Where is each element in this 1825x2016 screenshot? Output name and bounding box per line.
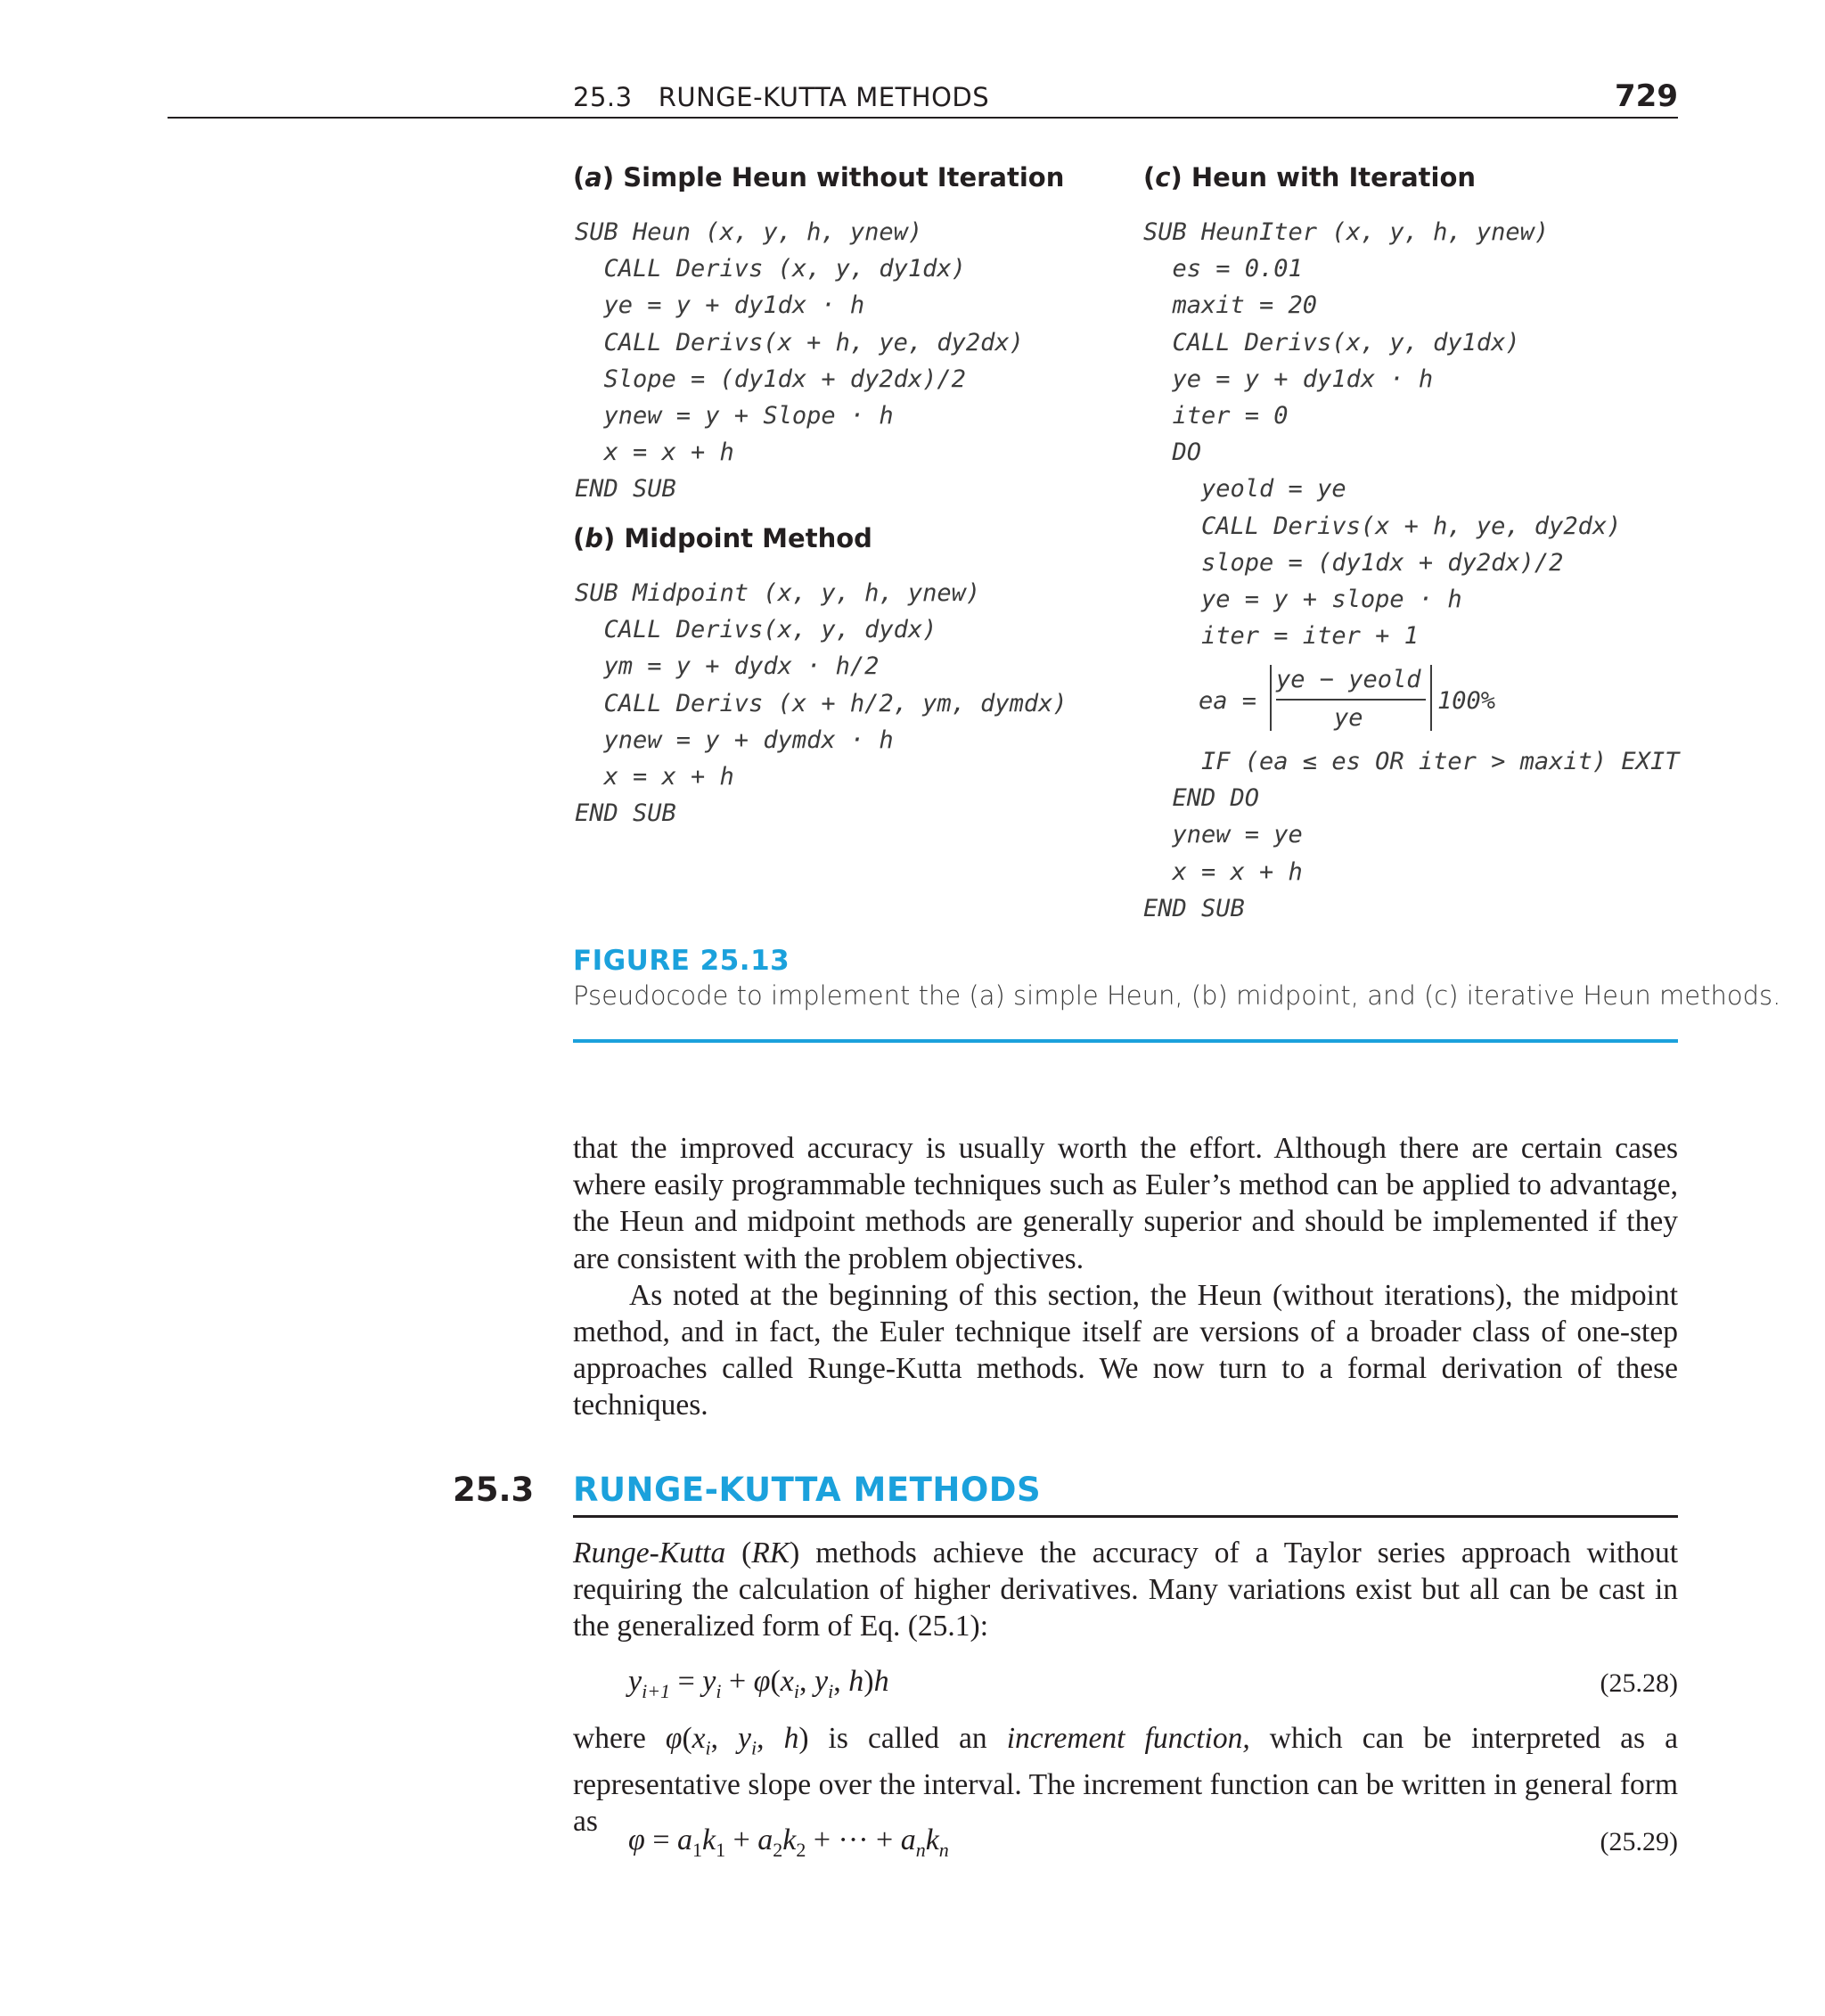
figure-caption: Pseudocode to implement the (a) simple Heun, (b) midpoint, and (c) iterative Heun methods. [573, 980, 1781, 1011]
code-a-heading: (a) Simple Heun without Iteration [573, 162, 1065, 193]
code-a-listing: SUB Heun (x, y, h, ynew) CALL Derivs (x, y, dy1dx) ye = y + dy1dx · h CALL Derivs(x + h, ye, dy2dx) Slope = (dy1dx + dy2dx)/2 ynew = y + Slope · h x = x + h END SUB [575, 218, 1024, 504]
code-b-heading: (b) Midpoint Method [573, 523, 872, 553]
code-a-title: Simple Heun without Iteration [614, 162, 1065, 193]
rk-intro-text: methods achieve the accuracy of a Taylor series approach without requiring the calculation of higher derivatives. Many variations exist but all can be cast in the generalized form of Eq. (25.1): [573, 1537, 1678, 1643]
ea-factor: 100% [1437, 687, 1496, 715]
figure-rule [573, 1039, 1678, 1043]
code-b-listing: SUB Midpoint (x, y, h, ynew) CALL Derivs(x, y, dydx) ym = y + dydx · h/2 CALL Derivs (x + h/2, ym, dymdx) ynew = y + dymdx · h x = x + h END SUB [575, 579, 1068, 828]
ea-lhs: ea = [1199, 687, 1257, 715]
body-paragraph-2: As noted at the beginning of this section, the Heun (without iterations), the midpoint method, and in fact, the Euler technique itself are versions of a broader class of one-step approaches called Runge-Kutta methods. We now turn to a formal derivation of these techniques. [573, 1278, 1678, 1422]
equation-25-29-number: (25.29) [1600, 1827, 1678, 1856]
body-text [573, 1130, 1678, 1424]
rk-abbrev: RK [751, 1537, 790, 1569]
body-paragraph-1: that the improved accuracy is usually worth the effort. Although there are certain cases where easily programmable techniques such as Euler’s method can be applied to advantage, the Heun and midpoint methods are generally superior and should be implemented if they are consistent with the problem objectives. [573, 1132, 1678, 1275]
code-c-listing-bottom: IF (ea ≤ es OR iter > maxit) EXIT END DO ynew = ye x = x + h END SUB [1143, 748, 1680, 922]
ea-numerator: ye − yeold [1276, 666, 1421, 693]
figure-label: FIGURE 25.13 [573, 945, 790, 977]
header-rule [168, 117, 1678, 119]
code-c-heading: (c) Heun with Iteration [1143, 162, 1477, 193]
section-title: RUNGE-KUTTA METHODS [573, 1471, 1042, 1509]
section-number: 25.3 [453, 1471, 535, 1509]
running-header-title: 25.3 RUNGE-KUTTA METHODS [573, 82, 990, 112]
code-a-label: a [585, 162, 602, 193]
ea-abs-right-bar [1430, 665, 1432, 731]
code-b-label: b [585, 523, 604, 553]
code-c-title: Heun with Iteration [1182, 162, 1477, 193]
increment-function-term: increment function, [1006, 1722, 1250, 1755]
ea-abs-left-bar [1270, 665, 1272, 731]
rk-intro-paragraph: Runge-Kutta (RK) methods achieve the accuracy of a Taylor series approach without requiring the calculation of higher derivatives. Many variations exist but all can be cast in the generalized form of Eq. (25.1): [573, 1537, 1678, 1643]
where-mid: is called an [808, 1722, 1007, 1755]
where-post: which can be interpreted as a representative slope over the interval. The increment function can be written in general form as [573, 1722, 1679, 1839]
code-b-title: Midpoint Method [615, 523, 872, 553]
page-number: 729 [1615, 78, 1678, 114]
equation-25-28: $y_{i+1} = y_i + \varphi(x_i$, $y_i$, h)h [628, 1665, 889, 1702]
where-paragraph: where $\varphi(x_i$, $y_i$, h) is called an increment function, which can be interpreted as a representative slope over the interval. The increment function can be written in general form as [573, 1722, 1679, 1839]
code-c-listing-top: SUB HeunIter (x, y, h, ynew) es = 0.01 maxit = 20 CALL Derivs(x, y, dy1dx) ye = y + dy1dx · h iter = 0 DO yeold = ye CALL Derivs(x + h, ye, dy2dx) slope = (dy1dx + dy2dx)/2 ye = y + slope · h iter = iter + 1 [1143, 218, 1622, 651]
equation-25-29: $\varphi = a_1k_1 + a_2k_2$ + ··· + $a_nk_n$ [628, 1823, 949, 1861]
equation-25-28-number: (25.28) [1600, 1668, 1678, 1698]
section-rule [573, 1515, 1678, 1518]
ea-denominator: ye [1334, 704, 1363, 732]
where-pre: where [573, 1722, 666, 1755]
rk-term: Runge-Kutta [573, 1537, 726, 1569]
code-c-label: c [1155, 162, 1171, 193]
